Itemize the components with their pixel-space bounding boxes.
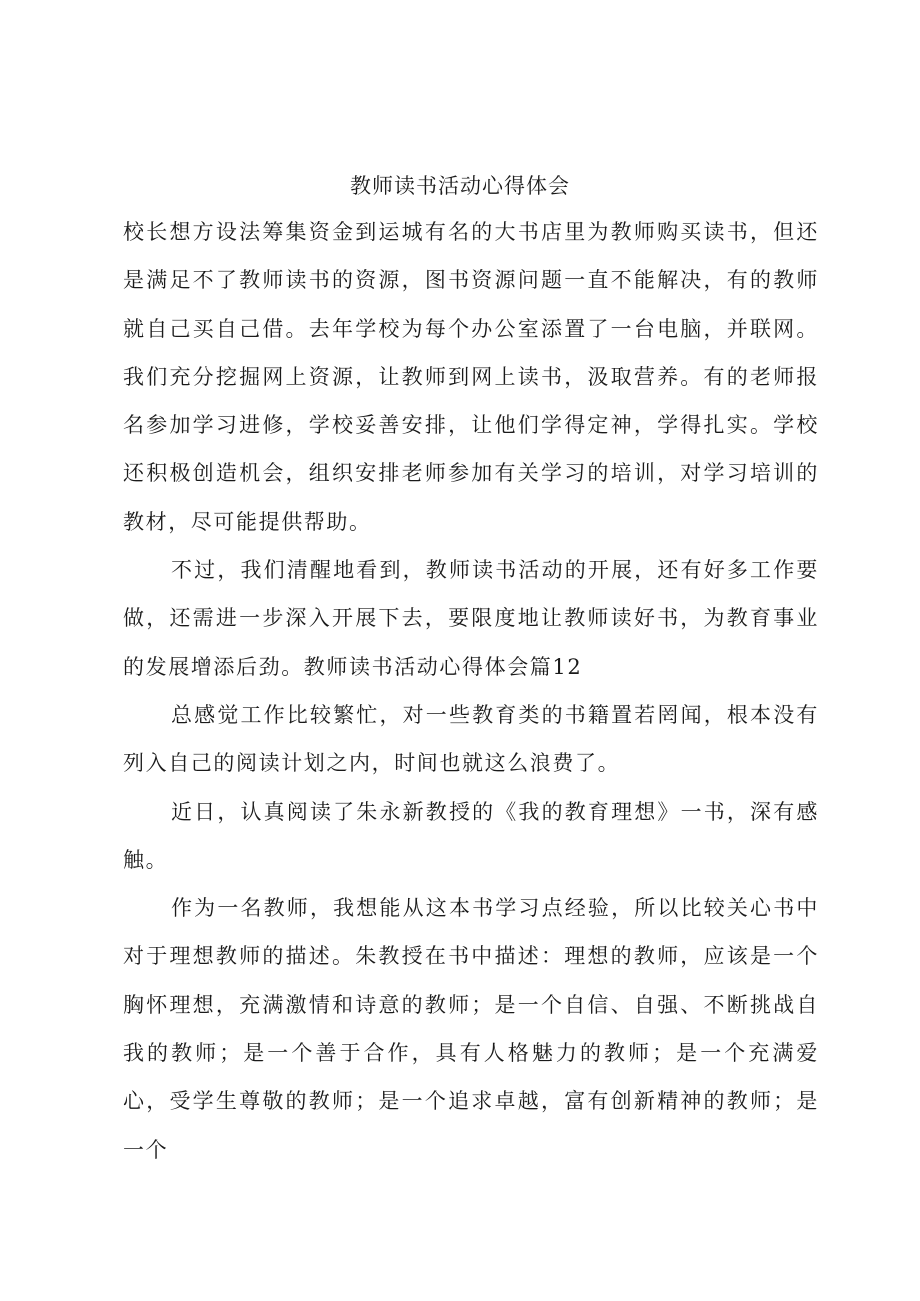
document-body: [123, 208, 819, 1174]
paragraph-1: 校长想方设法筹集资金到运城有名的大书店里为教师购买读书，但还是满足不了教师读书的资源，图书资源问题一直不能解决，有的教师就自己买自己借。去年学校为每个办公室添置了一台电脑，并联网。我们充分挖掘网上资源，让教师到网上读书，汲取营养。有的老师报名参加学习进修，学校妥善安排，让他们学得定神，学得扎实。学校还积极创造机会，组织安排老师参加有关学习的培训，对学习培训的教材，尽可能提供帮助。: [123, 220, 819, 534]
document-title: 教师读书活动心得体会: [350, 174, 570, 198]
paragraph-2: 不过，我们清醒地看到，教师读书活动的开展，还有好多工作要做，还需进一步深入开展下去，要限度地让教师读好书，为教育事业的发展增添后劲。教师读书活动心得体会篇12: [123, 558, 819, 679]
paragraph-3: 总感觉工作比较繁忙，对一些教育类的书籍置若罔闻，根本没有列入自己的阅读计划之内，时间也就这么浪费了。: [123, 702, 819, 776]
paragraph-5: 作为一名教师，我想能从这本书学习点经验，所以比较关心书中对于理想教师的描述。朱教授在书中描述：理想的教师，应该是一个胸怀理想，充满激情和诗意的教师；是一个自信、自强、不断挑战自我的教师；是一个善于合作，具有人格魅力的教师；是一个充满爱心，受学生尊敬的教师；是一个追求卓越，富有创新精神的教师；是一个: [123, 896, 819, 1162]
paragraph-4: 近日，认真阅读了朱永新教授的《我的教育理想》一书，深有感触。: [123, 799, 819, 872]
